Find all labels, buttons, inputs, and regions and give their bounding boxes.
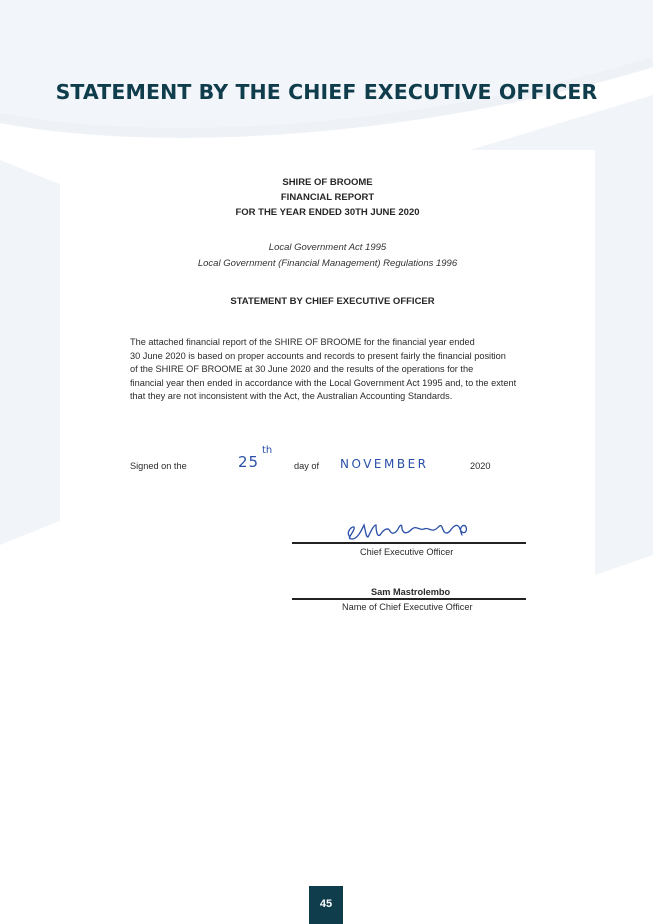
page-title: STATEMENT BY THE CHIEF EXECUTIVE OFFICER: [55, 80, 598, 104]
officer-name: Sam Mastrolembo: [371, 587, 451, 597]
scanned-statement-document: [60, 155, 595, 695]
document-header-line: SHIRE OF BROOME: [282, 177, 373, 188]
signed-year: 2020: [470, 461, 491, 471]
act-reference: Local Government Act 1995: [268, 242, 387, 253]
day-of-label: day of: [294, 461, 320, 471]
name-line: [292, 598, 526, 600]
page-number: 45: [309, 886, 343, 924]
statement-body: [130, 336, 550, 404]
statement-line: The attached financial report of the SHIRE OF BROOME for the financial year ended: [130, 337, 475, 347]
document-header: [60, 175, 595, 220]
statement-line: 30 June 2020 is based on proper accounts and records to present fairly the financial position: [130, 350, 506, 361]
signed-on-label: Signed on the: [130, 461, 187, 471]
handwritten-month: NOVEMBER: [340, 457, 429, 471]
act-reference: Local Government (Financial Management) Regulations 1996: [197, 258, 458, 269]
signature-caption: Chief Executive Officer: [360, 547, 454, 557]
document-header-line: FOR THE YEAR ENDED 30TH JUNE 2020: [235, 207, 420, 218]
signature-image: [342, 515, 482, 545]
handwritten-day-suffix: th: [262, 445, 273, 456]
document-header-line: FINANCIAL REPORT: [280, 192, 375, 203]
statement-line: that they are not inconsistent with the Act, the Australian Accounting Standards.: [130, 391, 453, 401]
statement-line: of the SHIRE OF BROOME at 30 June 2020 and the results of the operations for the: [130, 364, 474, 374]
signature-line: [292, 542, 526, 544]
statement-line: financial year then ended in accordance with the Local Government Act 1995 and, to the extent: [130, 377, 517, 388]
handwritten-day: 25: [238, 453, 260, 471]
legislation-references: [60, 240, 595, 272]
name-caption: Name of Chief Executive Officer: [342, 602, 473, 612]
statement-title: STATEMENT BY CHIEF EXECUTIVE OFFICER: [230, 296, 435, 307]
